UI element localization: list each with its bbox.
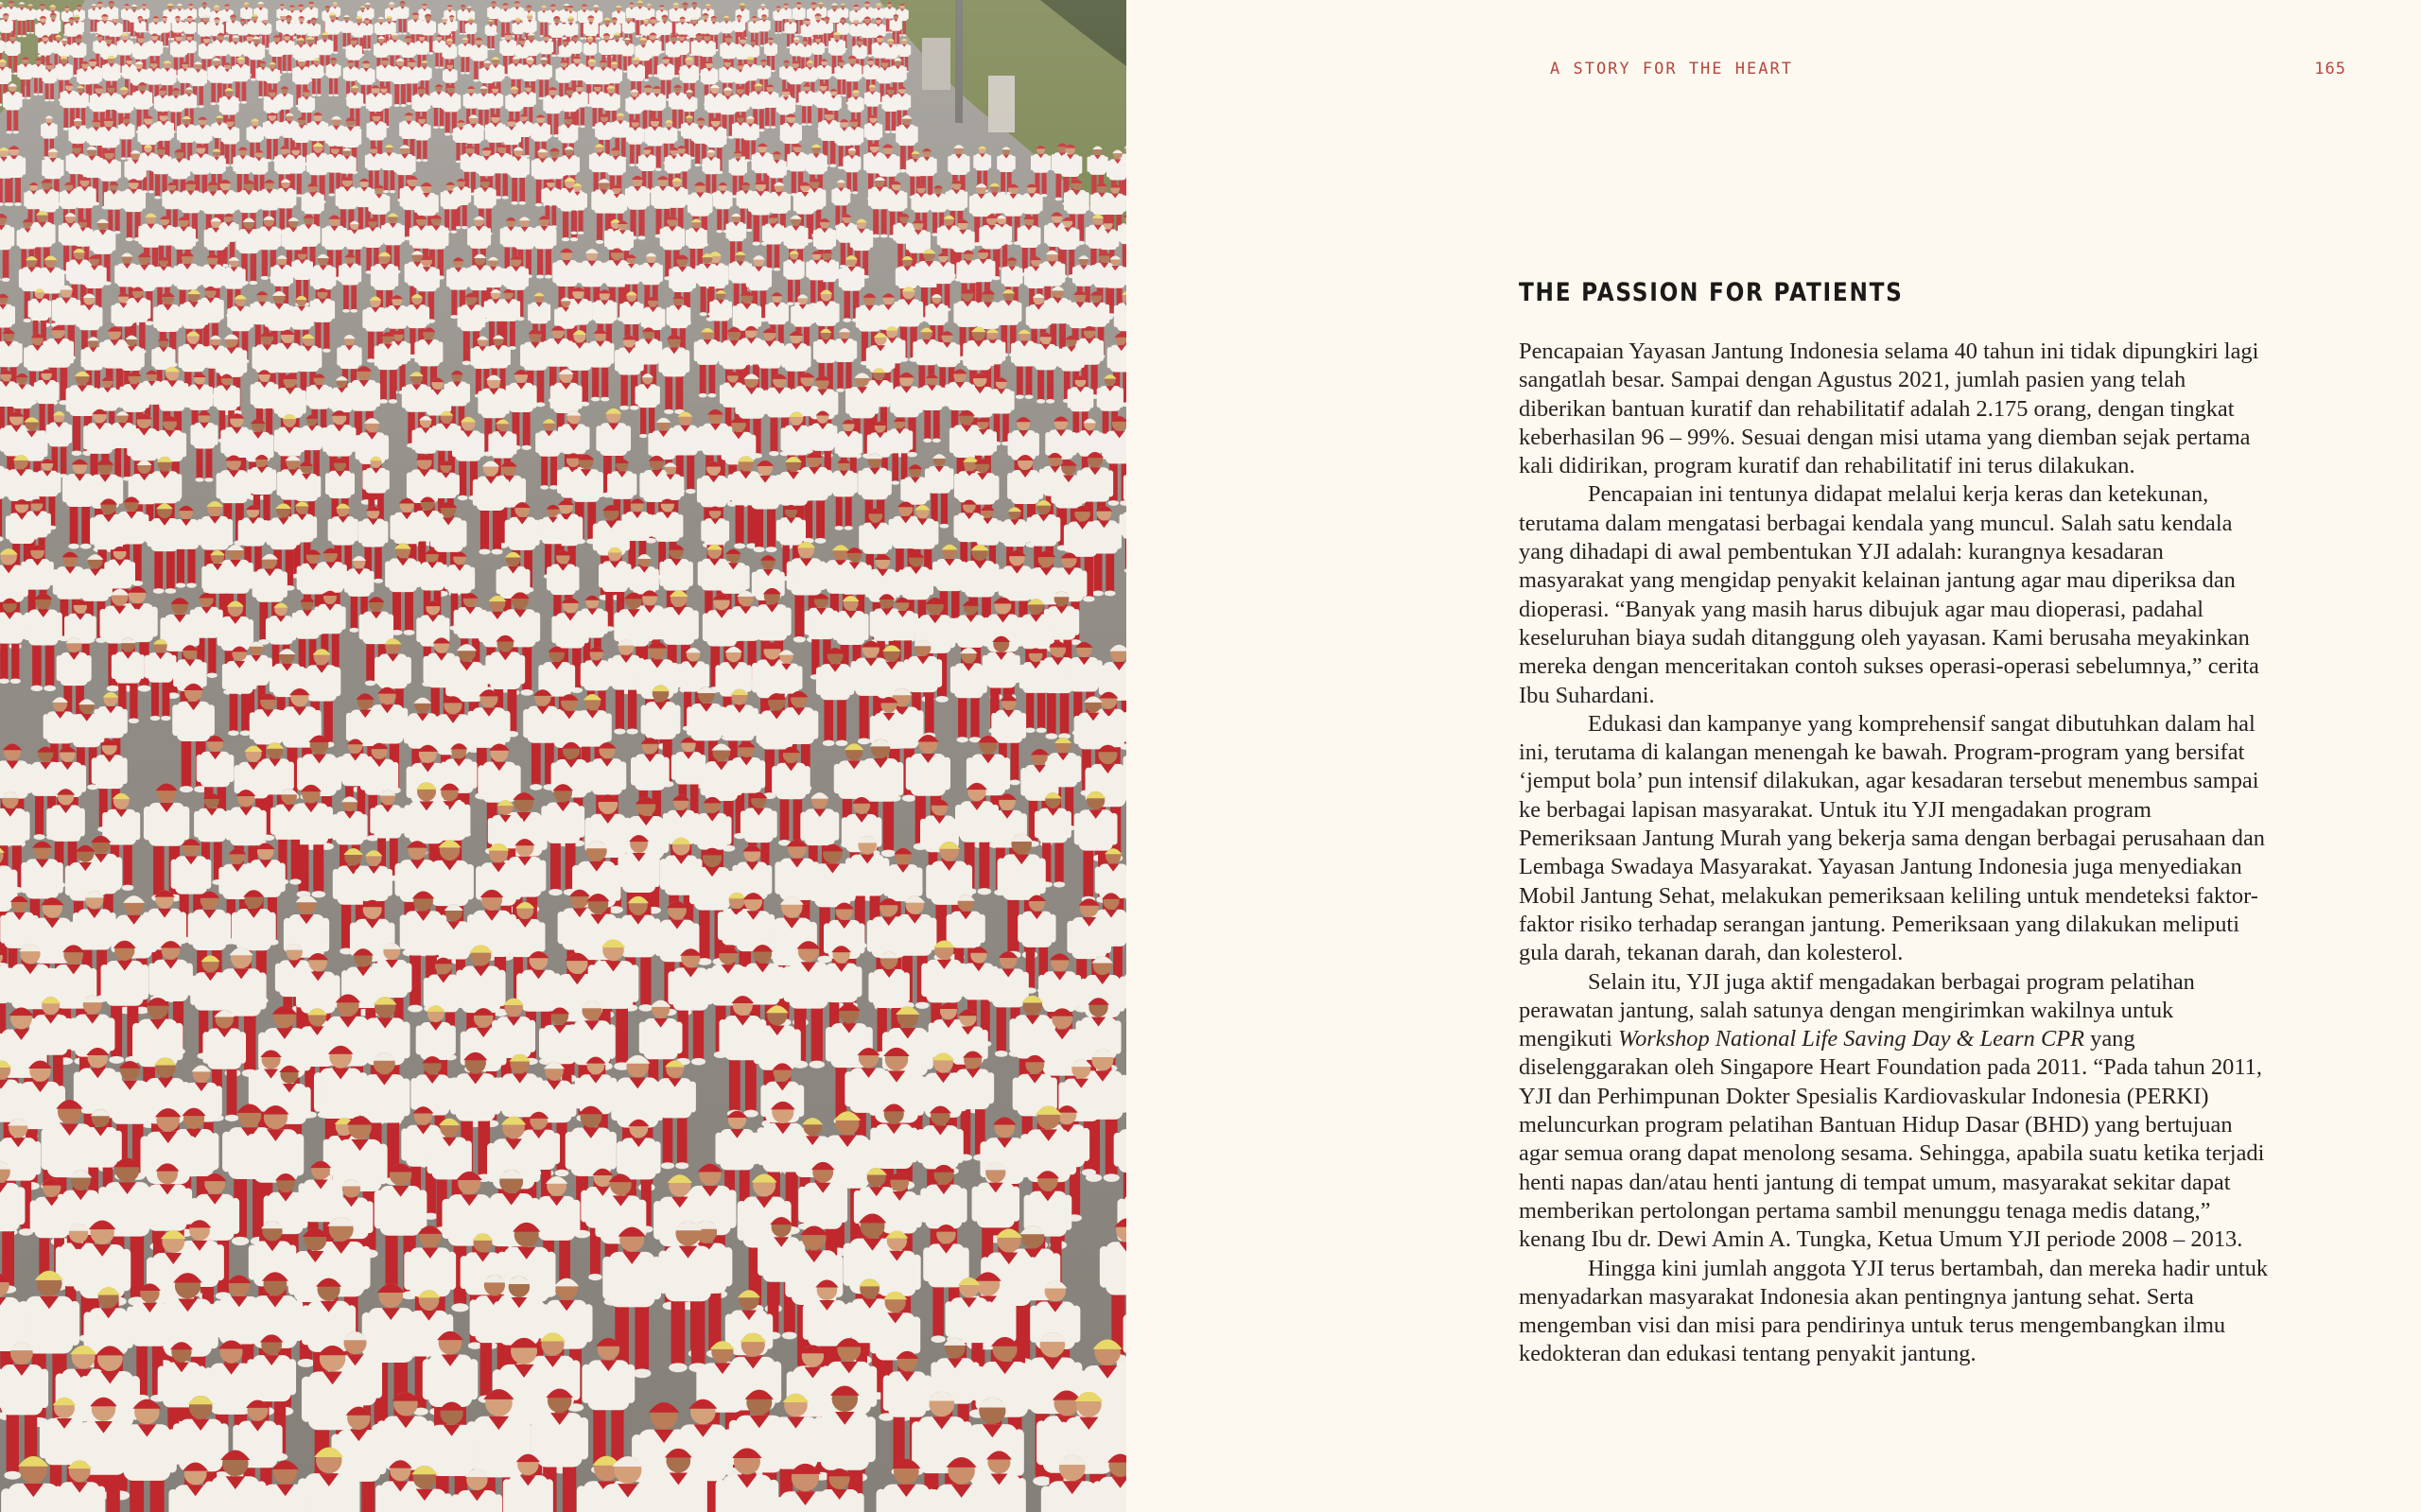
paragraph-text: Pencapaian ini tentunya didapat melalui kerja keras dan ketekunan, terutama dalam mengatasi berbagai kendala yang muncul. Salah satu kendala yang dihadapi di awal pembentukan YJI adalah: kurangnya kesadaran masyarakat yang mengidap penyakit kelainan jantung agar mau diperiksa dan dioperasi. “Banyak yang masih harus dibujuk agar mau dioperasi, padahal keseluruhan biaya sudah ditanggung oleh yayasan. Kami berusaha meyakinkan mereka dengan menceritakan contoh sukses operasi-operasi sebelumnya,” cerita Ibu Suhardani. [1519,481,2259,708]
body-paragraph [1519,338,2272,480]
crowd-photo [0,0,1126,1512]
body-paragraph [1519,480,2272,709]
paragraph-text: Pencapaian Yayasan Jantung Indonesia selama 40 tahun ini tidak dipungkiri lagi sangatlah besar. Sampai dengan Agustus 2021, jumlah pasien yang telah diberikan bantuan kuratif dan rehabilitatif adalah 2.175 orang, dengan tingkat keberhasilan 96 – 99%. Sesuai dengan misi utama yang diemban sejak pertama kali didirikan, program kuratif dan rehabilitatif ini terus dilakukan. [1519,339,2259,479]
body-paragraph [1519,968,2272,1255]
page-number: 165 [2314,60,2346,78]
crowd-photo-illustration [0,0,1126,1512]
section-title: THE PASSION FOR PATIENTS [1519,278,1904,307]
body-paragraph [1519,710,2272,968]
paragraph-text: yang diselenggarakan oleh Singapore Heart Foundation pada 2011. “Pada tahun 2011, YJI dan Perhimpunan Dokter Spesialis Kardiovaskular Indonesia (PERKI) meluncurkan program pelatihan Bantuan Hidup Dasar (BHD) yang bertujuan agar semua orang dapat menolong sesama. Sehingga, apabila suatu ketika terjadi henti napas dan/atau henti jantung di tempat umum, masyarakat sekitar dapat memberikan pertolongan pertama sambil menunggu tenaga medis datang,” kenang Ibu dr. Dewi Amin A. Tungka, Ketua Umum YJI periode 2008 – 2013. [1519,1026,2265,1253]
paragraph-text: Edukasi dan kampanye yang komprehensif sangat dibutuhkan dalam hal ini, terutama di kalangan menengah ke bawah. Program-program yang bersifat ‘jemput bola’ pun intensif dilakukan, agar kesadaran tersebut menembus sampai ke berbagai lapisan masyarakat. Untuk itu YJI mengadakan program Pemeriksaan Jantung Murah yang bekerja sama dengan berbagai perusahaan dan Lembaga Swadaya Masyarakat. Yayasan Jantung Indonesia juga menyediakan Mobil Jantung Sehat, melakukan pemeriksaan keliling untuk mendeteksi faktor-faktor risiko terhadap serangan jantung. Pemeriksaan yang dilakukan meliputi gula darah, tekanan darah, dan kolesterol. [1519,710,2266,966]
running-head: A STORY FOR THE HEART [1550,60,1793,78]
body-paragraph [1519,1255,2272,1369]
body-text [1519,338,2272,1369]
italic-text: Workshop National Life Saving Day & Learn CPR [1618,1026,2085,1052]
paragraph-text: Hingga kini jumlah anggota YJI terus bertambah, dan mereka hadir untuk menyadarkan masyarakat Indonesia akan pentingnya jantung sehat. Serta mengemban visi dan misi para pendirinya untuk terus mengembangkan ilmu kedokteran dan edukasi tentang penyakit jantung. [1519,1255,2269,1367]
paragraph-text: Selain itu, YJI juga aktif mengadakan berbagai program pelatihan perawatan jantung, salah satunya dengan mengirimkan wakilnya untuk mengikuti [1519,968,2195,1052]
